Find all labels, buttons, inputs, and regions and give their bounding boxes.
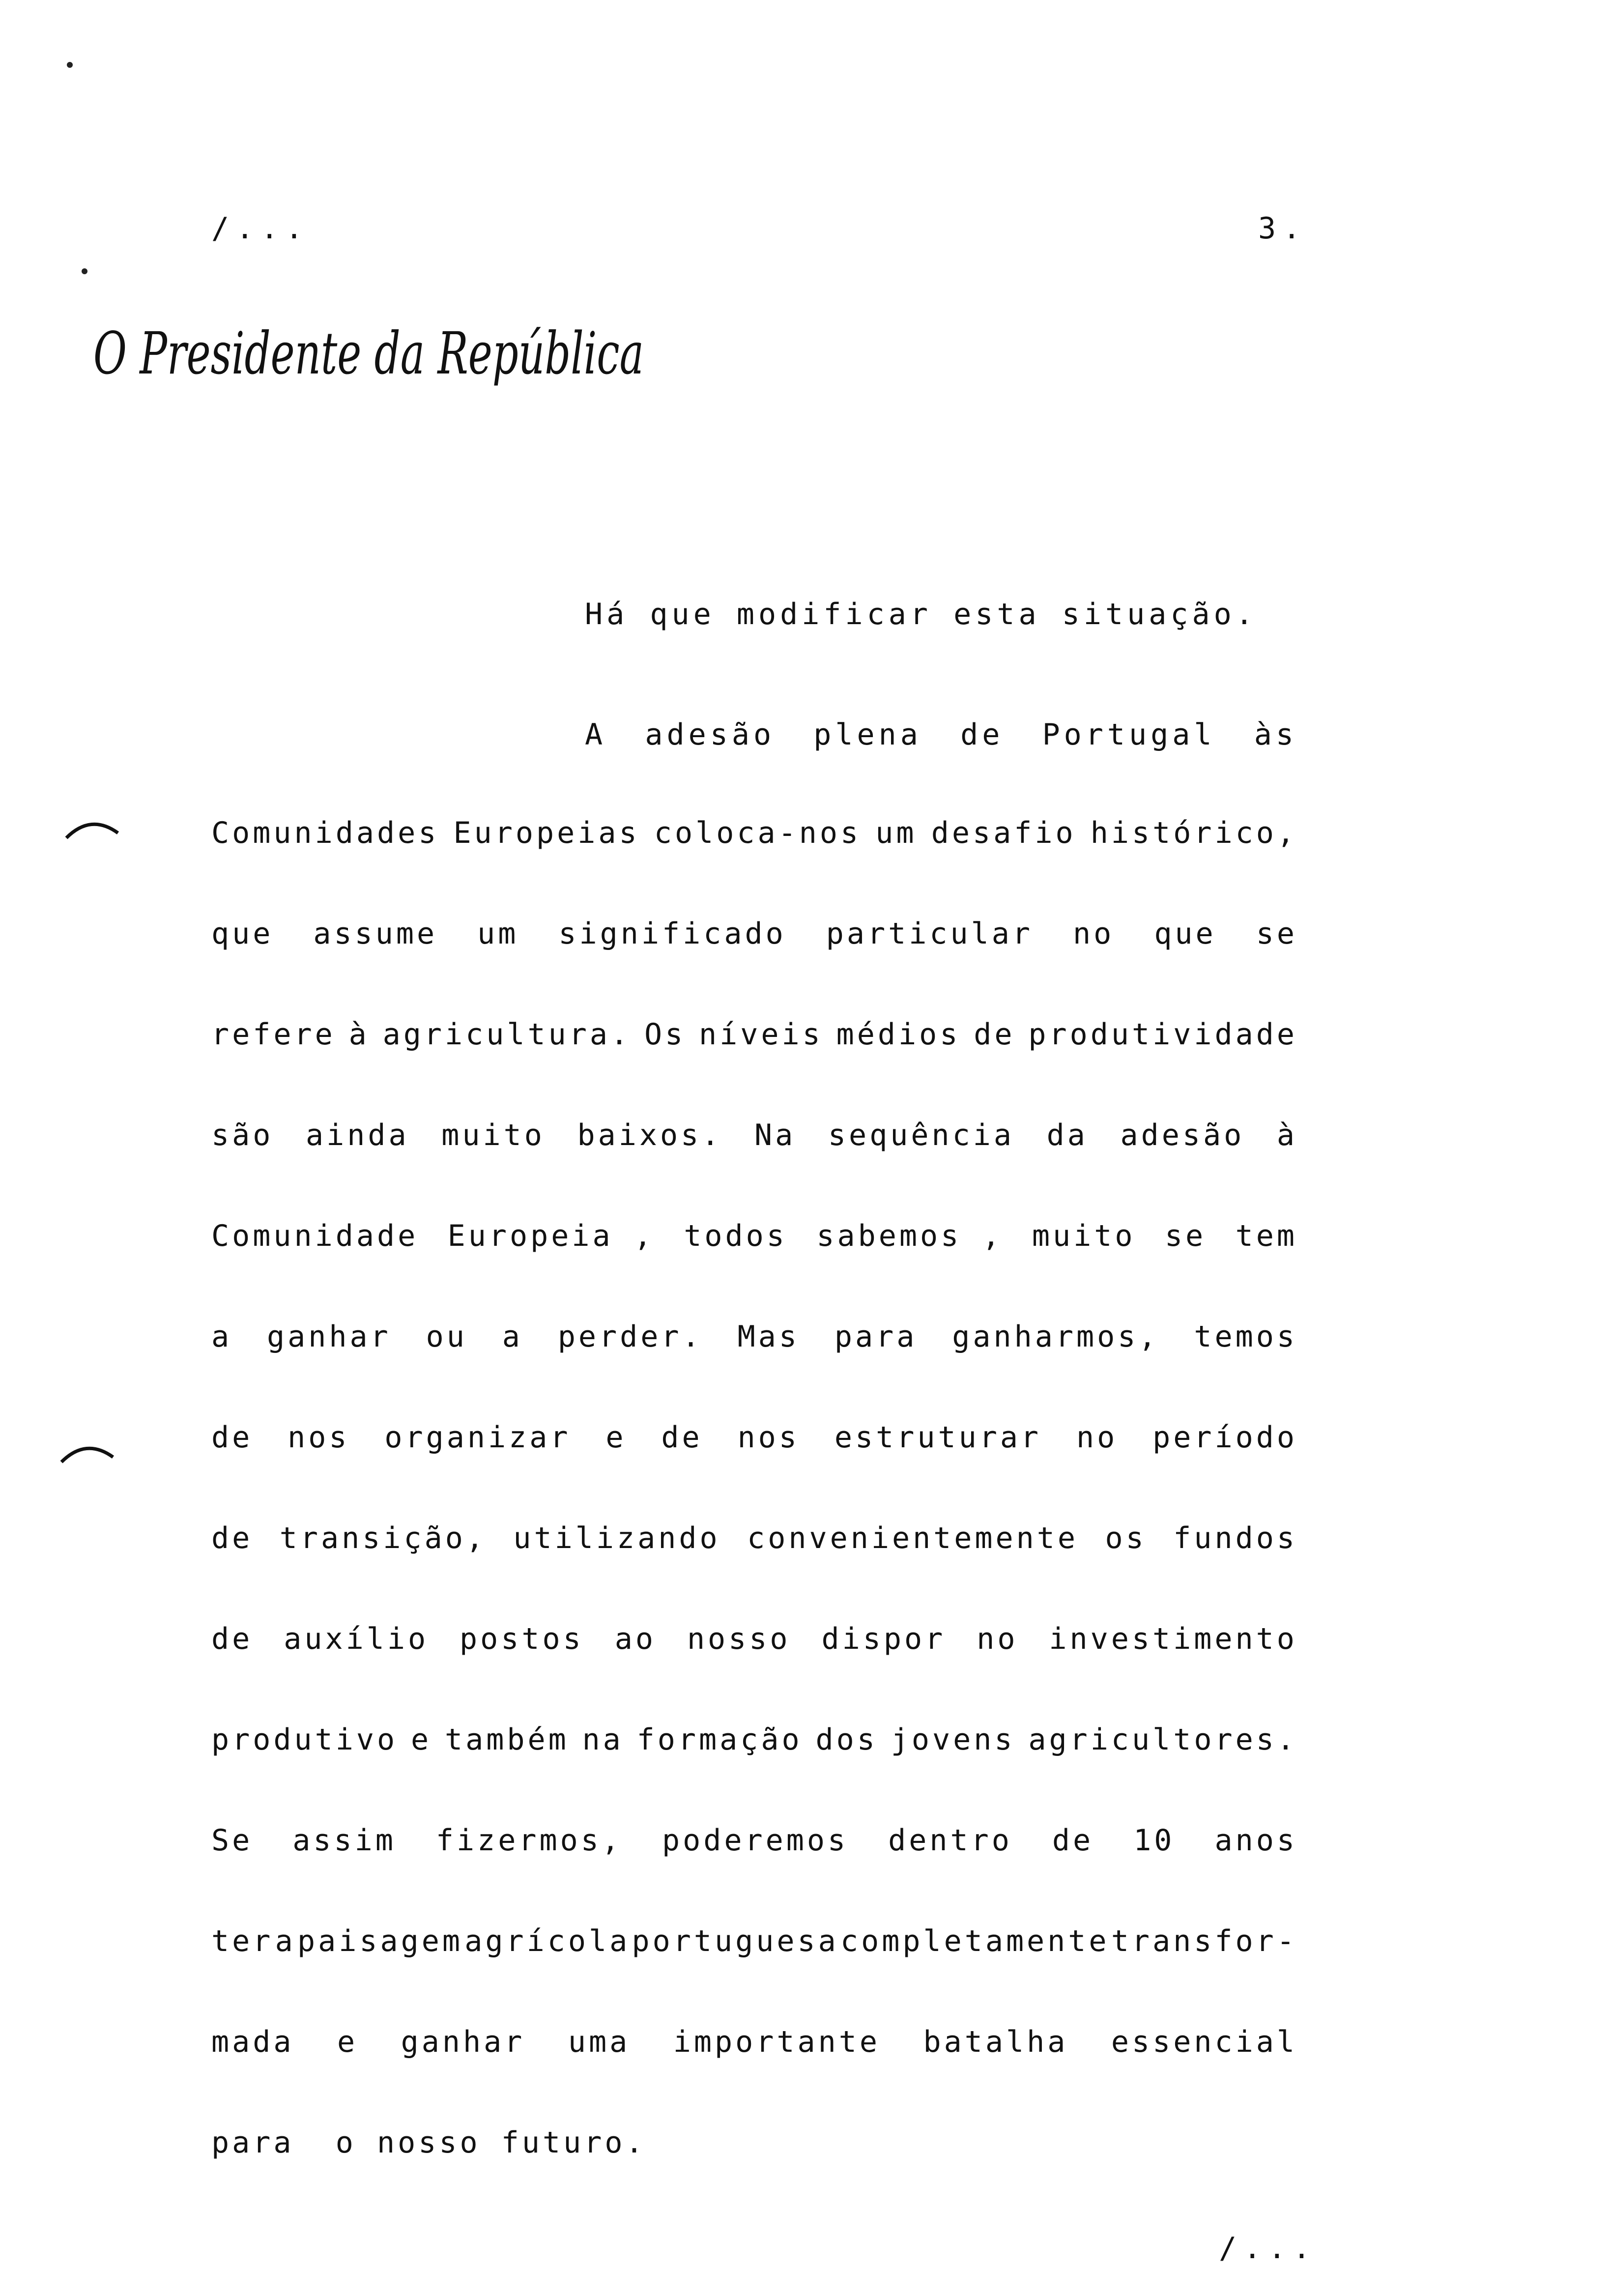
word: e bbox=[605, 1420, 627, 1455]
word: completamente bbox=[840, 1924, 1110, 1958]
word: são bbox=[211, 1118, 274, 1152]
word: convenientemente bbox=[747, 1521, 1079, 1555]
body-line bbox=[211, 914, 1297, 953]
word: paisagem bbox=[297, 1924, 463, 1958]
word: um bbox=[875, 816, 917, 850]
word: ganhar bbox=[267, 1320, 391, 1354]
word: importante bbox=[673, 2025, 880, 2059]
word: ganhar bbox=[401, 2025, 525, 2059]
word: dos bbox=[815, 1722, 878, 1757]
word: muito bbox=[441, 1118, 545, 1152]
word: à bbox=[1276, 1118, 1297, 1152]
word: às bbox=[1254, 718, 1297, 752]
word: de bbox=[661, 1420, 703, 1455]
body-line bbox=[211, 1519, 1297, 1558]
word: a bbox=[502, 1320, 523, 1354]
word: produtivo bbox=[211, 1722, 398, 1757]
word: e bbox=[337, 2025, 358, 2059]
word: adesão bbox=[1120, 1118, 1245, 1152]
word: particular bbox=[826, 917, 1034, 951]
word: poderemos bbox=[662, 1823, 849, 1858]
word: assume bbox=[313, 917, 438, 951]
word: organizar bbox=[384, 1420, 571, 1455]
word: e bbox=[410, 1722, 432, 1757]
word: A bbox=[585, 718, 607, 752]
word: essencial bbox=[1111, 2025, 1297, 2059]
word: período bbox=[1152, 1420, 1297, 1455]
word: também bbox=[444, 1722, 569, 1757]
word: da bbox=[1046, 1118, 1088, 1152]
word: sabemos , bbox=[816, 1219, 1003, 1253]
word: Se bbox=[211, 1823, 253, 1858]
word: dentro bbox=[888, 1823, 1012, 1858]
body-line bbox=[211, 1216, 1297, 1256]
word: Portugal bbox=[1042, 718, 1216, 752]
word: agrícola bbox=[464, 1924, 631, 1958]
word: a bbox=[211, 1320, 232, 1354]
body-line bbox=[211, 1317, 1297, 1356]
word: para bbox=[834, 1320, 918, 1354]
word: que bbox=[1154, 917, 1216, 951]
word: ainda bbox=[306, 1118, 409, 1152]
footer-continuation-mark: /... bbox=[1219, 2231, 1318, 2266]
word: histórico, bbox=[1090, 816, 1297, 850]
word: mada bbox=[211, 2025, 294, 2059]
word: agricultura. bbox=[382, 1017, 632, 1052]
word: Os bbox=[644, 1017, 686, 1052]
word: fizermos, bbox=[435, 1823, 623, 1858]
word: Mas bbox=[737, 1320, 800, 1354]
letterhead-text: O Presidente da República bbox=[93, 319, 644, 387]
word: transição, bbox=[279, 1521, 487, 1555]
word: assim bbox=[292, 1823, 396, 1858]
word: no bbox=[1073, 917, 1115, 951]
word: jovens bbox=[891, 1722, 1015, 1757]
scan-mark-top bbox=[64, 59, 79, 74]
word: portuguesa bbox=[632, 1924, 839, 1958]
word: no bbox=[977, 1622, 1018, 1656]
word: nos bbox=[737, 1420, 800, 1455]
word: sequência bbox=[828, 1118, 1014, 1152]
word: coloca-nos bbox=[654, 816, 862, 850]
word: Europeia , bbox=[447, 1219, 655, 1253]
word: Comunidades bbox=[211, 816, 439, 850]
body-last-line: para o nosso futuro. bbox=[211, 2125, 646, 2160]
word: perder. bbox=[557, 1320, 703, 1354]
word: um bbox=[477, 917, 519, 951]
word: na bbox=[582, 1722, 624, 1757]
word: transfor- bbox=[1111, 1924, 1297, 1958]
word: plena bbox=[813, 718, 922, 752]
word: de bbox=[211, 1521, 253, 1555]
word: níveis bbox=[699, 1017, 823, 1052]
word: os bbox=[1105, 1521, 1147, 1555]
word: adesão bbox=[645, 718, 776, 752]
body-line bbox=[211, 1922, 1297, 1961]
word: agricultores. bbox=[1028, 1722, 1297, 1757]
paragraph-2-first-line bbox=[585, 715, 1297, 754]
word: nos bbox=[288, 1420, 350, 1455]
word: utilizando bbox=[513, 1521, 720, 1555]
word: se bbox=[1256, 917, 1297, 951]
word: Comunidade bbox=[211, 1219, 419, 1253]
body-line bbox=[211, 1418, 1297, 1457]
word: auxílio bbox=[284, 1622, 429, 1656]
word: muito bbox=[1032, 1219, 1136, 1253]
word: uma bbox=[568, 2025, 631, 2059]
letterhead-script bbox=[88, 315, 654, 413]
word: refere bbox=[211, 1017, 336, 1052]
body-line bbox=[211, 1619, 1297, 1659]
body-line bbox=[211, 1015, 1297, 1054]
punch-hole-mark-upper bbox=[64, 816, 123, 845]
word: formação bbox=[636, 1722, 803, 1757]
word: investimento bbox=[1049, 1622, 1297, 1656]
word: temos bbox=[1194, 1320, 1297, 1354]
word: à bbox=[348, 1017, 370, 1052]
word: Europeias bbox=[453, 816, 640, 850]
word: de bbox=[211, 1420, 253, 1455]
word: de bbox=[960, 718, 1004, 752]
word: desafio bbox=[931, 816, 1076, 850]
word: batalha bbox=[923, 2025, 1068, 2059]
word: ou bbox=[426, 1320, 467, 1354]
word: baixos. bbox=[577, 1118, 722, 1152]
word: estruturar bbox=[834, 1420, 1042, 1455]
word: a bbox=[275, 1924, 296, 1958]
word: de bbox=[1052, 1823, 1094, 1858]
word: ao bbox=[614, 1622, 656, 1656]
body-line bbox=[211, 1720, 1297, 1759]
body-line bbox=[211, 1116, 1297, 1155]
word: se bbox=[1164, 1219, 1207, 1253]
body-line bbox=[211, 2022, 1297, 2062]
word: todos bbox=[684, 1219, 787, 1253]
word: de bbox=[974, 1017, 1015, 1052]
word: de bbox=[211, 1622, 253, 1656]
word: 10 bbox=[1133, 1823, 1175, 1858]
word: produtividade bbox=[1028, 1017, 1297, 1052]
header-continuation-mark: /... bbox=[211, 211, 310, 246]
word: no bbox=[1076, 1420, 1118, 1455]
punch-hole-mark-lower bbox=[59, 1440, 118, 1469]
word: nosso bbox=[687, 1622, 791, 1656]
word: postos bbox=[460, 1622, 584, 1656]
word: ganharmos, bbox=[952, 1320, 1159, 1354]
word: dispor bbox=[821, 1622, 946, 1656]
word: anos bbox=[1214, 1823, 1297, 1858]
page-number: 3. bbox=[1258, 211, 1308, 246]
word: Na bbox=[754, 1118, 796, 1152]
word: ter bbox=[211, 1924, 274, 1958]
word: médios bbox=[836, 1017, 961, 1052]
word: tem bbox=[1235, 1219, 1297, 1253]
word: significado bbox=[558, 917, 786, 951]
word: fundos bbox=[1173, 1521, 1297, 1555]
body-line bbox=[211, 813, 1297, 853]
body-line bbox=[211, 1821, 1297, 1860]
paragraph-1: Há que modificar esta situação. bbox=[585, 597, 1257, 631]
word: que bbox=[211, 917, 274, 951]
scan-mark-dot bbox=[79, 265, 93, 280]
